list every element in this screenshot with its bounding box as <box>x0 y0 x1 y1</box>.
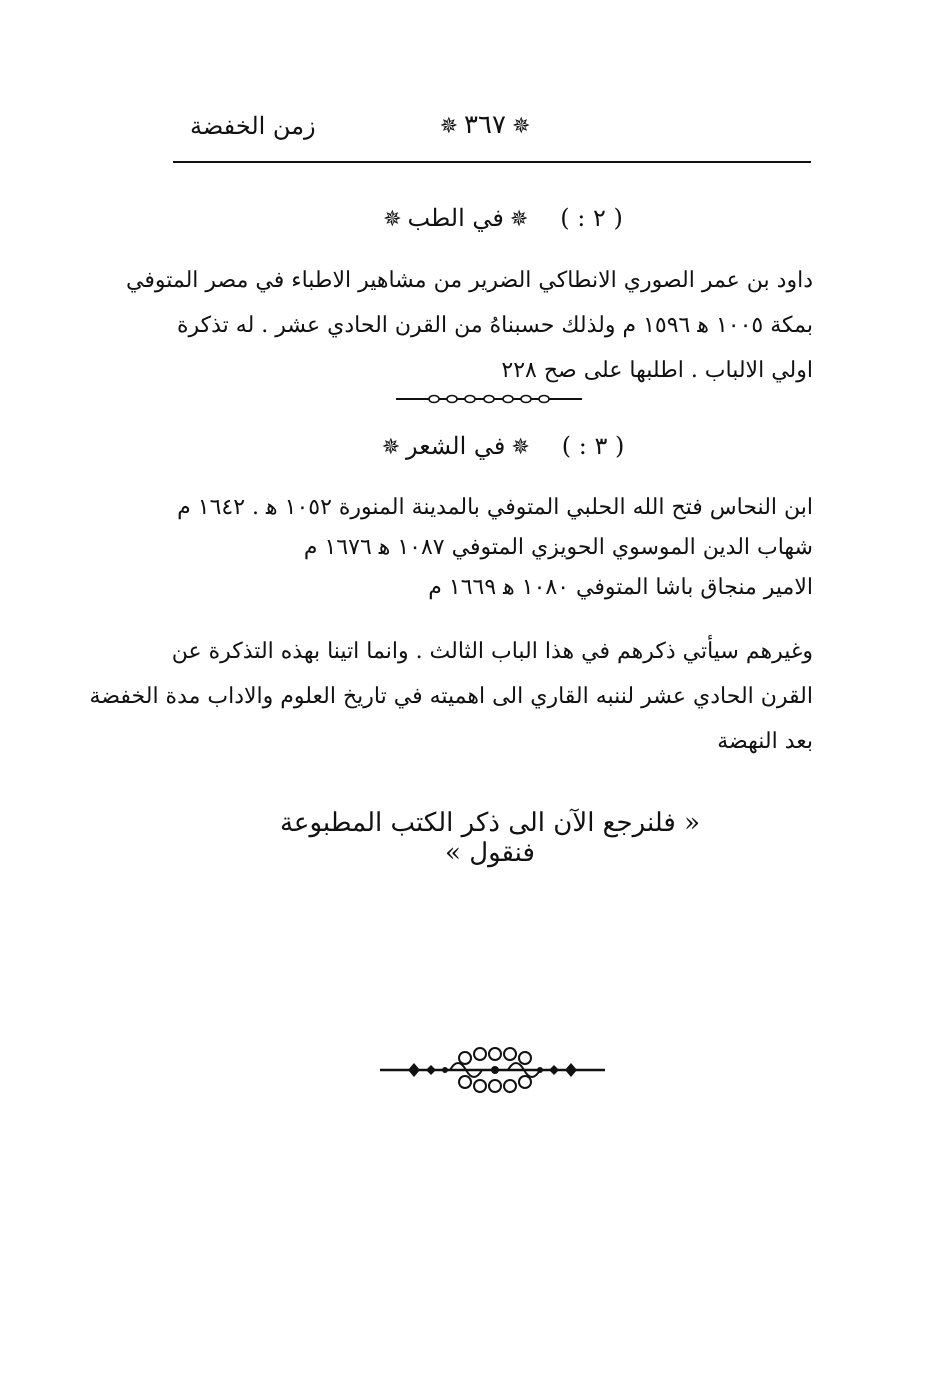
section-number: ( ٢ : ) <box>560 204 623 232</box>
list-item: الامير منجاق باشا المتوفي ١٠٨٠ ﻫ ١٦٦٩ م <box>428 575 813 600</box>
section-heading-medicine <box>330 204 670 232</box>
asterisk-ornament-icon: ✵ <box>511 435 530 460</box>
section-number: ( ٣ : ) <box>561 432 625 460</box>
page-number: ٣٦٧ <box>464 110 506 140</box>
section-title: في الطب <box>407 204 504 232</box>
asterisk-ornament-icon: ✵ <box>511 114 531 139</box>
list-item: ابن النحاس فتح الله الحلبي المتوفي بالمدينة المنورة ١٠٥٢ ﻫ . ١٦٤٢ م <box>177 495 813 520</box>
asterisk-ornament-icon: ✵ <box>509 207 529 232</box>
text-line: اولي الالباب . اطلبها على صح ٢٢٨ <box>501 358 813 383</box>
asterisk-ornament-icon: ✵ <box>381 435 401 460</box>
text-line: داود بن عمر الصوري الانطاكي الضرير من مشاهير الاطباء في مصر المتوفي <box>126 268 813 293</box>
text-line: وغيرهم سيأتي ذكرهم في هذا الباب الثالث . وانما اتينا بهذه التذكرة عن <box>171 639 813 664</box>
poetry-list <box>168 488 813 608</box>
section-title: في الشعر <box>406 432 506 460</box>
list-item: شهاب الدين الموسوي الحويزي المتوفي ١٠٨٧ ﻫ ١٦٧٦ م <box>303 535 813 560</box>
header-rule <box>173 161 811 163</box>
asterisk-ornament-icon: ✵ <box>439 114 459 139</box>
text-line: القرن الحادي عشر لننبه القاري الى اهميته في تاريخ العلوم والاداب مدة الخفضة <box>89 684 813 709</box>
divider-ornament-icon <box>396 392 582 406</box>
end-ornament-icon <box>380 1040 605 1100</box>
running-title: زمن الخفضة <box>190 112 316 140</box>
text-line: بعد النهضة <box>717 729 813 754</box>
conclusion-paragraph <box>89 629 813 764</box>
page-number-group <box>410 110 560 140</box>
closing-quote: « فلنرجع الآن الى ذكر الكتب المطبوعة فنقول » <box>279 808 700 868</box>
section-divider <box>396 388 582 410</box>
text-line: بمكة ١٠٠٥ ﻫ ١٥٩٦ م ولذلك حسبناهُ من القرن الحادي عشر . له تذكرة <box>176 313 813 338</box>
section-heading-poetry <box>330 432 670 460</box>
medicine-paragraph <box>126 258 813 393</box>
asterisk-ornament-icon: ✵ <box>383 207 402 232</box>
